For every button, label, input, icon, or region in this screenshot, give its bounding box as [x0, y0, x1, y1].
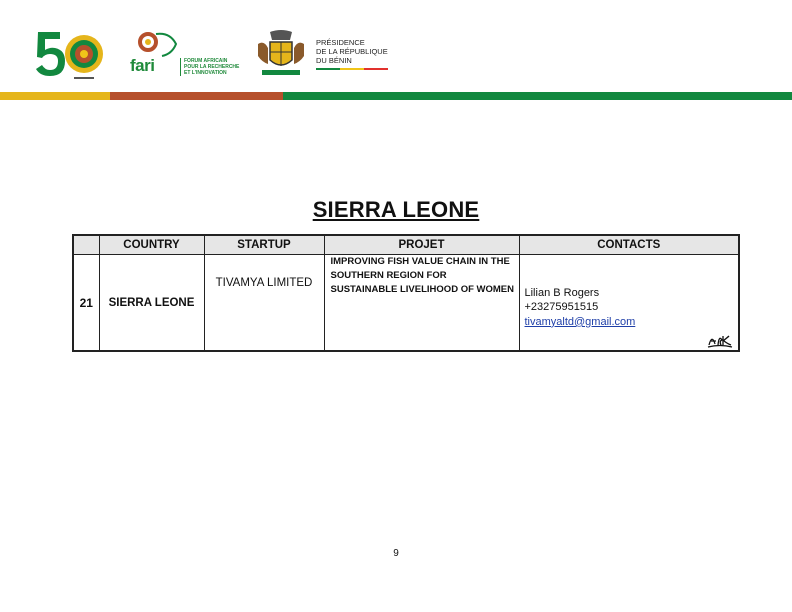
presidence-line: DU BÉNIN	[316, 56, 352, 65]
contact-name: Lilian B Rogers	[524, 286, 600, 299]
fari-logo	[128, 30, 248, 80]
table-header-row	[73, 235, 739, 255]
fari-subtitle-line: POUR LA RECHERCHE	[184, 64, 240, 70]
contact-email-link[interactable]: tivamyaltd@gmail.com	[524, 315, 636, 328]
column-header-number	[73, 235, 99, 255]
fari-wordmark: fari	[130, 56, 155, 75]
row-number: 21	[73, 255, 99, 352]
presidence-line: PRÉSIDENCE	[316, 38, 365, 47]
column-header-contacts: CONTACTS	[519, 235, 739, 255]
column-header-projet: PROJET	[324, 235, 519, 255]
fari-subtitle-line: ET L'INNOVATION	[184, 70, 227, 76]
row-startup: TIVAMYA LIMITED	[204, 255, 324, 352]
contact-phone: +23275951515	[524, 301, 599, 314]
fari-subtitle	[180, 58, 239, 76]
benin-flag-bar	[316, 68, 388, 70]
row-contacts	[519, 255, 739, 352]
handwritten-initials-icon	[707, 332, 733, 348]
row-country: SIERRA LEONE	[99, 255, 204, 352]
benin-coat-of-arms-icon	[256, 30, 306, 78]
row-projet: IMPROVING FISH VALUE CHAIN IN THE SOUTHERN REGION FOR SUSTAINABLE LIVELIHOOD OF WOMEN	[324, 255, 519, 352]
startup-table	[72, 234, 740, 352]
band-yellow	[0, 92, 110, 100]
table-row	[73, 255, 739, 352]
header-color-band	[0, 92, 792, 100]
ecowas-50-logo-icon	[34, 28, 106, 84]
page-title: SIERRA LEONE	[312, 197, 480, 222]
column-header-startup: STARTUP	[204, 235, 324, 255]
fari-subtitle-line: FORUM AFRICAIN	[184, 58, 228, 64]
band-orange	[110, 92, 283, 100]
column-header-country: COUNTRY	[99, 235, 204, 255]
band-green	[283, 92, 792, 100]
page-number: 9	[393, 548, 399, 559]
presidence-label	[316, 38, 388, 65]
presidence-line: DE LA RÉPUBLIQUE	[316, 47, 388, 56]
